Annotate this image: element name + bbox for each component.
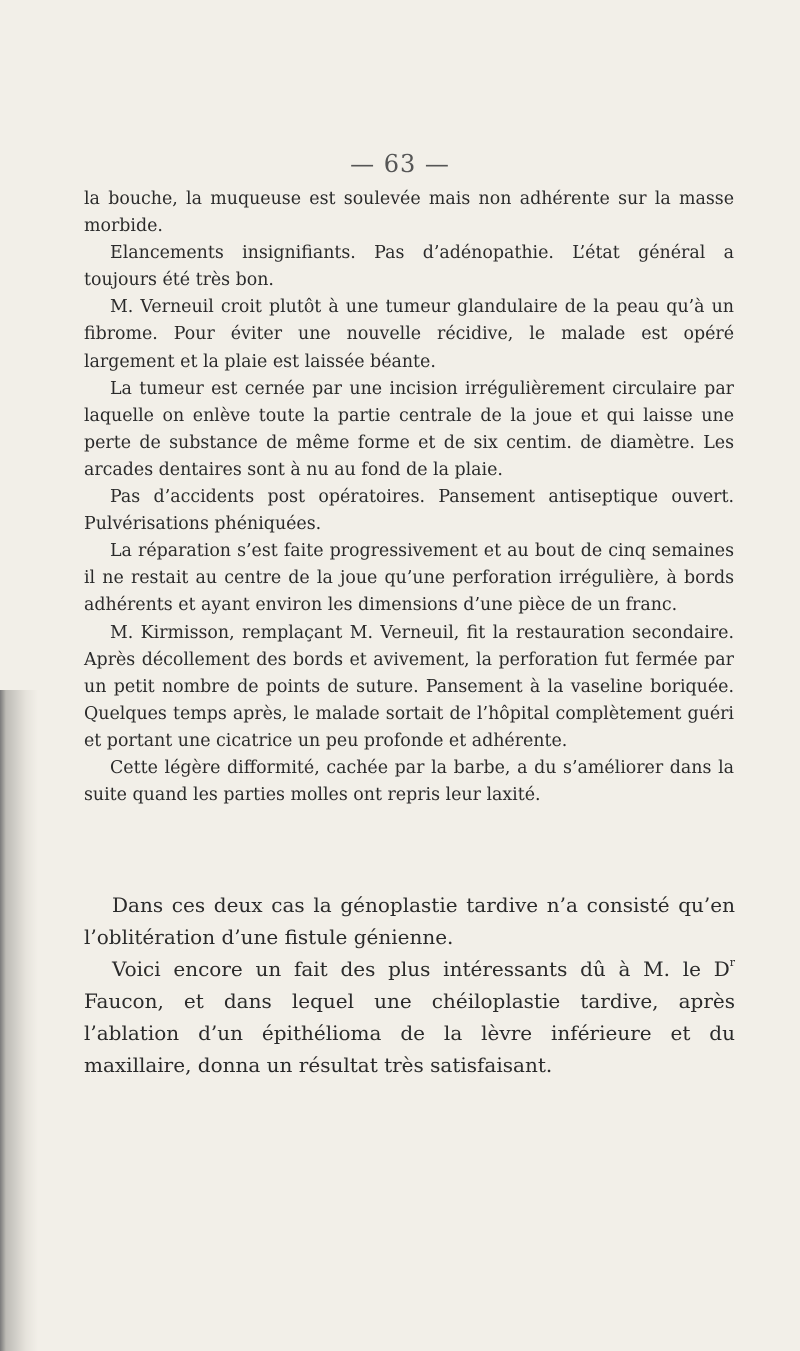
paragraph: Cette légère difformité, cachée par la barbe, a du s’améliorer dans la suite quand les parties molles ont repris leur laxité. bbox=[84, 757, 734, 806]
body-text-large bbox=[84, 889, 735, 1081]
text-run: Faucon, et dans lequel une chéiloplastie tardive, après l’ablation d’un épithélioma de la lèvre inférieure et du maxillaire, donna un résultat très satisfaisant. bbox=[84, 989, 735, 1077]
paragraph: la bouche, la muqueuse est soulevée mais non adhérente sur la masse morbide. bbox=[84, 189, 734, 237]
page-number: — 63 — bbox=[350, 150, 450, 178]
text-run: Voici encore un fait des plus intéressants dû à M. le D bbox=[112, 957, 730, 981]
paragraph: M. Kirmisson, remplaçant M. Verneuil, fit la restauration secondaire. Après décollement des bords et avivement, la perforation fut fermée par un petit nombre de points de suture. Pansement à la vaseline boriquée. Quelques temps après, le malade sortait de l’hôpital complètement guéri et portant une cicatrice un peu profonde et adhérente. bbox=[84, 622, 734, 751]
superscript: r bbox=[729, 956, 735, 970]
paragraph: La tumeur est cernée par une incision irrégulièrement circulaire par laquelle on enlève toute la partie centrale de la joue et qui laisse une perte de substance de même forme et de six centim. de diamètre. Les arcades dentaires sont à nu au fond de la plaie. bbox=[84, 378, 734, 480]
paragraph: Dans ces deux cas la génoplastie tardive n’a consisté qu’en l’oblitération d’une fistule génienne. bbox=[84, 893, 735, 949]
paragraph: La réparation s’est faite progressivement et au bout de cinq semaines il ne restait au centre de la joue qu’une perforation irrégulière, à bords adhérents et ayant environ les dimensions d’une pièce de un franc. bbox=[84, 541, 734, 616]
paragraph: M. Verneuil croit plutôt à une tumeur glandulaire de la peau qu’à un fibrome. Pour éviter une nouvelle récidive, le malade est opéré largement et la plaie est laissée béante. bbox=[84, 297, 734, 372]
paragraph: Elancements insignifiants. Pas d’adénopathie. L’état général a toujours été très bon. bbox=[84, 243, 734, 291]
page-edge-shadow bbox=[0, 690, 38, 1351]
body-text-small bbox=[84, 186, 734, 809]
paragraph: Pas d’accidents post opératoires. Pansement antiseptique ouvert. Pulvérisations phéniquées. bbox=[84, 487, 734, 535]
paragraph bbox=[84, 953, 735, 1081]
